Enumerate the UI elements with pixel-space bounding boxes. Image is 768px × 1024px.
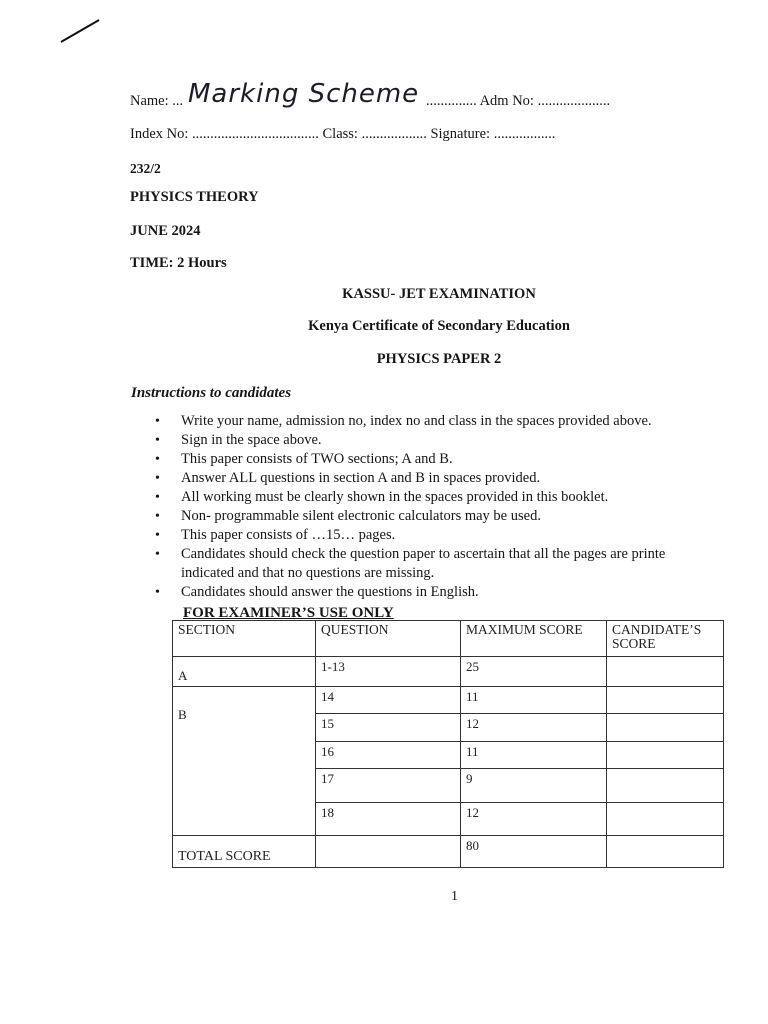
question-cell: 18	[316, 803, 461, 836]
total-question-cell	[316, 836, 461, 868]
max-score-cell: 11	[461, 687, 607, 714]
score-table-header	[173, 621, 724, 657]
candidate-score-cell[interactable]	[607, 742, 724, 769]
certificate-title: Kenya Certificate of Secondary Education	[308, 318, 570, 334]
instruction-item-continued: indicated and that no questions are missing.	[181, 565, 435, 581]
subject-title: PHYSICS THEORY	[130, 189, 259, 205]
question-cell: 17	[316, 769, 461, 803]
column-header-maximum-score: MAXIMUM SCORE	[461, 621, 607, 657]
table-row	[173, 657, 724, 687]
question-cell: 1-13	[316, 657, 461, 687]
candidate-score-cell[interactable]	[607, 714, 724, 742]
exam-title: KASSU- JET EXAMINATION	[342, 286, 536, 302]
score-table	[172, 620, 724, 868]
question-cell: 16	[316, 742, 461, 769]
candidate-score-cell[interactable]	[607, 769, 724, 803]
exam-date: JUNE 2024	[130, 223, 201, 239]
column-header-question: QUESTION	[316, 621, 461, 657]
section-a-cell: A	[173, 657, 316, 687]
instruction-item: • Write your name, admission no, index no and class in the spaces provided above.	[155, 412, 755, 431]
page-number: 1	[451, 889, 458, 904]
column-header-candidate-score: CANDIDATE’S SCORE	[607, 621, 724, 657]
examiner-use-heading: FOR EXAMINER’S USE ONLY	[183, 605, 394, 621]
total-max-score-cell: 80	[461, 836, 607, 868]
exam-duration: TIME: 2 Hours	[130, 255, 227, 271]
total-row	[173, 836, 724, 868]
paper-code: 232/2	[130, 161, 161, 176]
name-handwritten-value: Marking Scheme	[188, 79, 420, 109]
total-candidate-score-cell[interactable]	[607, 836, 724, 868]
instruction-item: • All working must be clearly shown in the spaces provided in this booklet.	[155, 488, 755, 507]
question-cell: 14	[316, 687, 461, 714]
column-header-section: SECTION	[173, 621, 316, 657]
instruction-item: • Answer ALL questions in section A and B in spaces provided.	[155, 469, 755, 488]
max-score-cell: 9	[461, 769, 607, 803]
total-score-label: TOTAL SCORE	[173, 836, 316, 868]
name-label: Name: ...	[130, 93, 184, 109]
instruction-item: • Candidates should answer the questions in English.	[155, 583, 755, 602]
instruction-item: • Non- programmable silent electronic calculators may be used.	[155, 507, 755, 526]
pen-tick-mark	[60, 19, 99, 43]
instruction-item: • This paper consists of TWO sections; A and B.	[155, 450, 755, 469]
instruction-item: • Candidates should check the question paper to ascertain that all the pages are printe	[155, 545, 755, 564]
index-class-signature-line: Index No: ................................... Class: .................. Signature: .................	[130, 126, 556, 142]
candidate-score-cell[interactable]	[607, 803, 724, 836]
instruction-item: • This paper consists of …15… pages.	[155, 526, 755, 545]
candidate-score-cell[interactable]	[607, 687, 724, 714]
adm-no-line: .............. Adm No: ....................	[426, 93, 611, 109]
max-score-cell: 12	[461, 714, 607, 742]
instructions-heading: Instructions to candidates	[131, 385, 292, 401]
candidate-score-cell[interactable]	[607, 657, 724, 687]
section-b-cell: B	[173, 687, 316, 836]
question-cell: 15	[316, 714, 461, 742]
name-line	[130, 93, 183, 110]
max-score-cell: 25	[461, 657, 607, 687]
table-row	[173, 687, 724, 714]
instruction-item: • Sign in the space above.	[155, 431, 755, 450]
instructions-list	[155, 412, 755, 602]
paper-title: PHYSICS PAPER 2	[376, 351, 502, 367]
max-score-cell: 12	[461, 803, 607, 836]
max-score-cell: 11	[461, 742, 607, 769]
